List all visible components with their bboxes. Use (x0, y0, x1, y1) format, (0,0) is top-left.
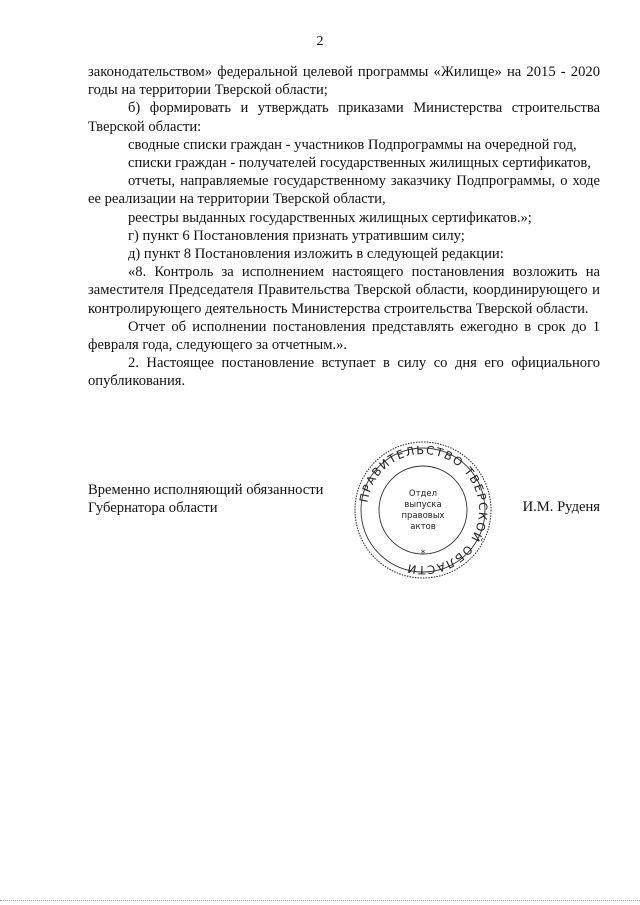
paragraph-7: г) пункт 6 Постановления признать утратившим силу; (128, 227, 465, 244)
signatory-name: И.М. Руденя (522, 499, 600, 515)
stamp-star-icon: * (420, 549, 426, 559)
paragraph-5: отчеты, направляемые государственному заказчику Подпрограммы, о ходе ее реализации на территории Тверской области, (88, 173, 600, 208)
paragraph-2: б) формировать и утверждать приказами Министерства строительства Тверской области: (88, 100, 600, 135)
page-bottom-edge (0, 900, 640, 902)
signature-block (88, 481, 600, 571)
stamp-line-2: выпуска (404, 500, 442, 510)
stamp-line-3: правовых (401, 511, 445, 521)
stamp-inner-ring (379, 466, 467, 554)
paragraph-6: реестры выданных государственных жилищных сертификатов.»; (128, 209, 532, 226)
official-stamp (353, 440, 493, 580)
stamp-ring-text: ПРАВИТЕЛЬСТВО ТВЕРСКОЙ ОБЛАСТИ (356, 442, 491, 578)
paragraph-10: Отчет об исполнении постановления представлять ежегодно в срок до 1 февраля года, следующего за отчетным.». (88, 318, 600, 354)
paragraph-9: «8. Контроль за исполнением настоящего постановления возложить на заместителя Председателя Правительства Тверской области, координирующего и контролирующего деятельность Министерства строительства Тверской области. (88, 264, 600, 317)
signatory-title-line-1: Временно исполняющий обязанности (88, 482, 324, 498)
paragraph-1: законодательством» федеральной целевой программы «Жилище» на 2015 - 2020 годы на территории Тверской области; (88, 64, 600, 99)
paragraph-4: списки граждан - получателей государственных жилищных сертификатов, (128, 155, 591, 172)
document-body (88, 63, 600, 391)
page-number: 2 (316, 34, 324, 49)
stamp-line-1: Отдел (408, 489, 438, 499)
paragraph-3: сводные списки граждан - участников Подпрограммы на очередной год, (128, 136, 577, 153)
paragraph-8: д) пункт 8 Постановления изложить в следующей редакции: (128, 246, 504, 263)
paragraph-11: 2. Настоящее постановление вступает в силу со дня его официального опубликования. (88, 355, 600, 390)
signatory-title-line-2: Губернатора области (88, 500, 218, 517)
stamp-line-4: актов (410, 522, 436, 532)
signatory-title (88, 481, 323, 517)
